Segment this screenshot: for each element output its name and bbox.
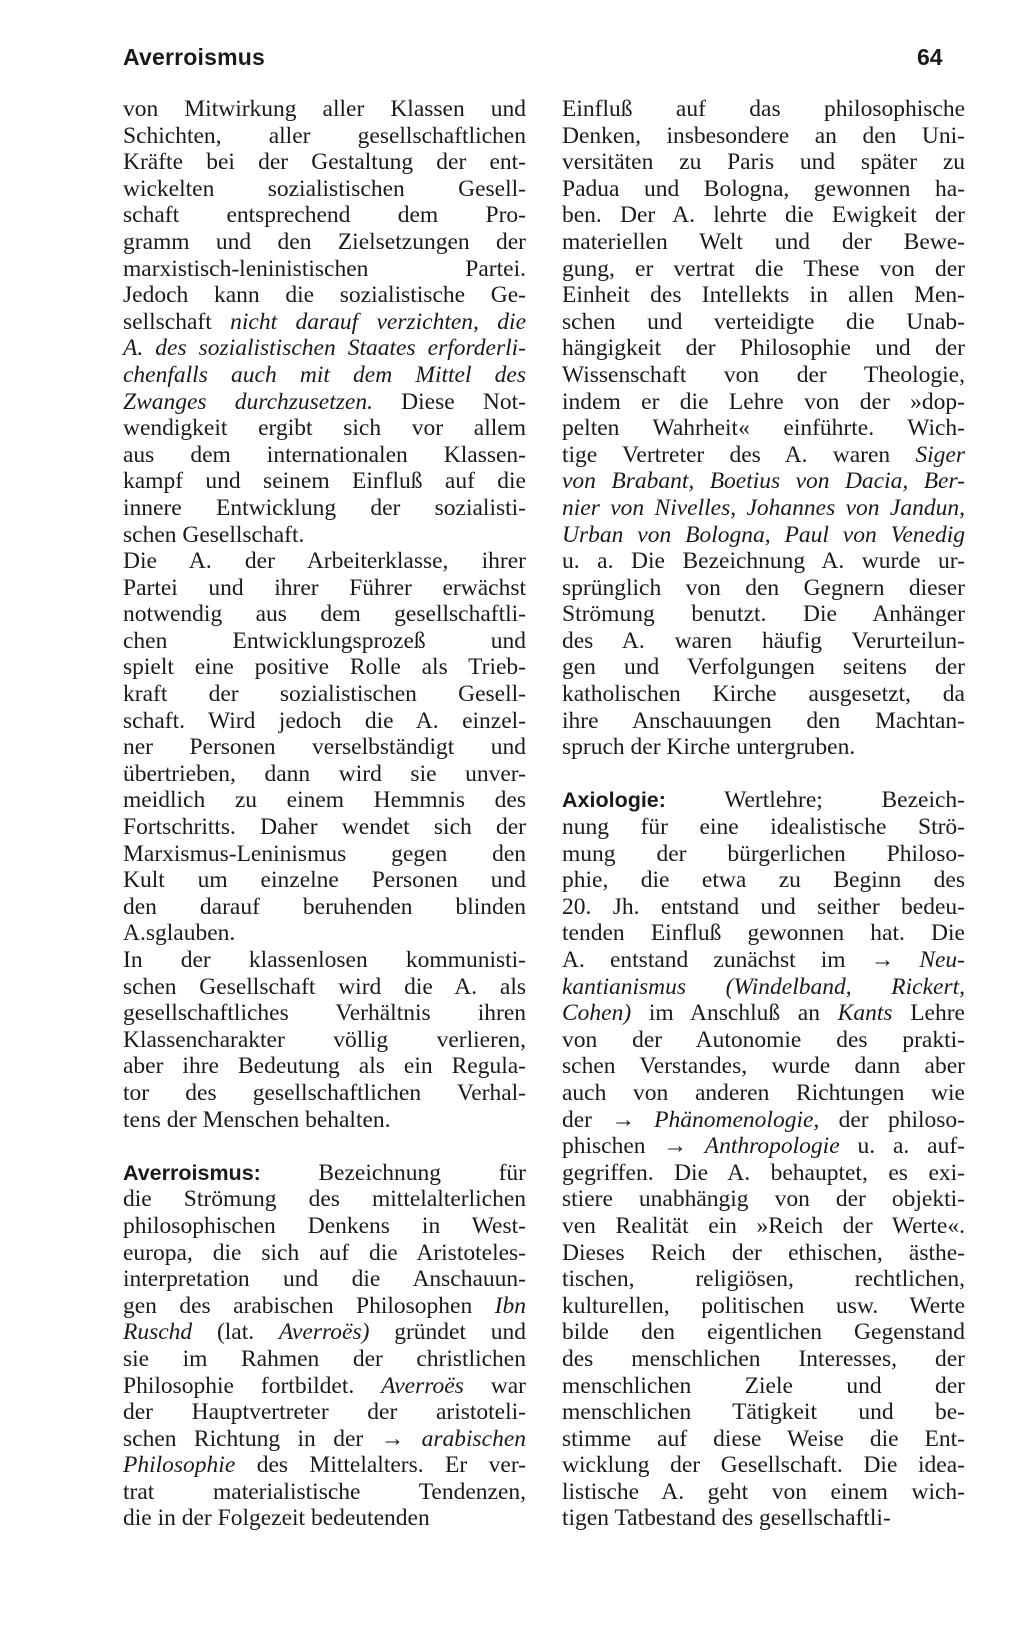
text-segment: Lehre — [892, 1000, 965, 1027]
italic-segment: Siger — [915, 441, 965, 468]
text-segment: schen Verstandes, wurde dann aber — [562, 1053, 965, 1080]
text-line — [562, 920, 965, 947]
text-line — [562, 1107, 965, 1134]
italic-segment: nicht darauf verzichten, die — [230, 308, 526, 335]
text-segment: schen Gesellschaft. — [123, 521, 305, 548]
text-segment: phischen → — [562, 1133, 705, 1160]
text-line — [123, 1027, 526, 1054]
text-line — [123, 1053, 526, 1080]
text-segment: wickelten sozialistischen Gesell- — [123, 175, 526, 202]
text-segment: materiellen Welt und der Bewe- — [562, 228, 965, 255]
text-line — [562, 734, 965, 761]
text-segment: pelten Wahrheit« einführte. Wich- — [562, 415, 965, 442]
italic-segment: arabischen — [421, 1425, 526, 1452]
text-segment: kulturellen, politischen usw. Werte — [562, 1292, 965, 1319]
italic-segment: A. des sozialistischen Staates erforderli- — [123, 335, 526, 362]
text-segment: philosophischen Denkens in West- — [123, 1212, 526, 1239]
text-segment: spruch der Kirche untergruben. — [562, 734, 856, 761]
text-segment: menschlichen Tätigkeit und be- — [562, 1399, 965, 1426]
text-line — [562, 1452, 965, 1479]
text-segment: übertrieben, dann wird sie unver- — [123, 760, 526, 787]
text-line — [562, 1293, 965, 1320]
text-segment: mung der bürgerlichen Philoso- — [562, 840, 965, 867]
text-line — [123, 1107, 526, 1134]
text-segment: interpretation und die Anschauun- — [123, 1266, 526, 1293]
text-line — [562, 1133, 965, 1160]
text-segment: europa, die sich auf die Aristoteles- — [123, 1239, 526, 1266]
text-segment: gegriffen. Die A. behauptet, es exi- — [562, 1159, 965, 1186]
text-segment: tens der Menschen behalten. — [123, 1106, 391, 1133]
text-line — [123, 1426, 526, 1453]
text-line — [123, 522, 526, 549]
text-segment: listische A. geht von einem wich- — [562, 1478, 965, 1505]
text-segment: wicklung der Gesellschaft. Die idea- — [562, 1452, 965, 1479]
text-segment: war — [463, 1372, 526, 1399]
text-segment: Die A. der Arbeiterklasse, ihrer — [123, 548, 526, 575]
text-segment: schen Richtung in der → — [123, 1425, 422, 1452]
italic-segment: von Brabant, Boetius von Dacia, Ber- — [562, 468, 965, 495]
italic-segment: Kants — [837, 1000, 893, 1027]
text-line — [123, 256, 526, 283]
text-line — [123, 1240, 526, 1267]
text-line — [562, 1027, 965, 1054]
text-segment: die in der Folgezeit bedeutenden — [123, 1505, 430, 1532]
text-segment: gründet und — [369, 1319, 526, 1346]
italic-segment: Zwanges durchzusetzen. — [123, 388, 373, 415]
text-segment: tige Vertreter des A. waren — [562, 441, 916, 468]
text-line — [562, 867, 965, 894]
text-line — [123, 1293, 526, 1320]
text-line — [562, 389, 965, 416]
text-segment: schen und verteidigte die Unab- — [562, 308, 965, 335]
text-segment: Philosophie fortbildet. — [123, 1372, 382, 1399]
text-line — [123, 601, 526, 628]
text-segment: indem er die Lehre von der »dop- — [562, 388, 965, 415]
text-line — [562, 149, 965, 176]
text-line — [123, 1373, 526, 1400]
text-line — [562, 1053, 965, 1080]
text-line — [562, 1160, 965, 1187]
text-segment: sprünglich von den Gegnern dieser — [562, 574, 965, 601]
text-line — [562, 1479, 965, 1506]
text-segment: Schichten, aller gesellschaftlichen — [123, 122, 526, 149]
text-segment: gen des arabischen Philosophen — [123, 1292, 495, 1319]
text-segment: wendigkeit ergibt sich vor allem — [123, 415, 526, 442]
page-number: 64 — [917, 44, 943, 70]
text-segment: ihre Anschauungen den Machtan- — [562, 707, 965, 734]
text-segment: tor des gesellschaftlichen Verhal- — [123, 1079, 526, 1106]
italic-segment: kantianismus (Windelband, Rickert, — [562, 973, 965, 1000]
text-line — [123, 96, 526, 123]
italic-segment: Cohen) — [562, 1000, 632, 1027]
text-line — [123, 654, 526, 681]
text-line — [562, 1266, 965, 1293]
text-segment: kraft der sozialistischen Gesell- — [123, 681, 526, 708]
text-line — [123, 1479, 526, 1506]
text-segment: von Mitwirkung aller Klassen und — [123, 96, 526, 122]
text-segment: Wissenschaft von der Theologie, — [562, 361, 965, 388]
text-line — [562, 681, 965, 708]
text-line — [123, 282, 526, 309]
text-segment: Strömung benutzt. Die Anhänger — [562, 601, 965, 628]
italic-segment: Urban von Bologna, Paul von Venedig — [562, 521, 965, 548]
text-line — [123, 1266, 526, 1293]
text-segment: stiere unabhängig von der objekti- — [562, 1186, 965, 1213]
text-line — [123, 974, 526, 1001]
text-line — [123, 1346, 526, 1373]
text-segment: 20. Jh. entstand und seither bedeu- — [562, 893, 965, 920]
text-line — [562, 202, 965, 229]
text-line — [562, 1373, 965, 1400]
text-segment: notwendig aus dem gesellschaftli- — [123, 601, 526, 628]
text-segment: innere Entwicklung der sozialisti- — [123, 494, 526, 521]
text-segment: Dieses Reich der ethischen, ästhe- — [562, 1239, 965, 1266]
text-segment: die Strömung des mittelalterlichen — [123, 1186, 526, 1213]
text-segment: ven Realität ein »Reich der Werte«. — [562, 1212, 965, 1239]
text-segment: In der klassenlosen kommunisti- — [123, 947, 526, 973]
text-segment: sie im Rahmen der christlichen — [123, 1345, 526, 1372]
text-segment: chen Entwicklungsprozeß und — [123, 627, 526, 654]
text-line — [562, 1346, 965, 1373]
text-line — [562, 415, 965, 442]
text-line — [562, 654, 965, 681]
text-line — [562, 575, 965, 602]
text-segment: Kult um einzelne Personen und — [123, 867, 526, 894]
text-segment: den darauf beruhenden blinden — [123, 893, 526, 920]
text-line — [562, 548, 965, 575]
text-segment: hängigkeit der Philosophie und der — [562, 335, 965, 362]
text-line — [562, 1080, 965, 1107]
right-column — [562, 96, 965, 1532]
text-segment: gen und Verfolgungen seitens der — [562, 654, 965, 681]
text-segment: spielt eine positive Rolle als Trieb- — [123, 654, 526, 681]
text-segment: trat materialistische Tendenzen, — [123, 1478, 526, 1505]
text-segment: aus dem internationalen Klassen- — [123, 441, 526, 468]
text-line — [562, 229, 965, 256]
text-line — [123, 176, 526, 203]
text-line — [562, 708, 965, 735]
text-segment: der Hauptvertreter der aristoteli- — [123, 1399, 526, 1426]
text-line — [123, 335, 526, 362]
text-line — [562, 362, 965, 389]
text-line — [562, 468, 965, 495]
text-segment: A.sglauben. — [123, 920, 236, 947]
text-segment: gung, er vertrat die These von der — [562, 255, 965, 282]
text-line — [562, 335, 965, 362]
italic-segment: Ruschd — [123, 1319, 193, 1346]
text-line — [123, 123, 526, 150]
text-segment: versitäten zu Paris und später zu — [562, 149, 965, 176]
text-segment: Klassencharakter völlig verlieren, — [123, 1026, 526, 1053]
text-segment: nung für eine idealistische Strö- — [562, 814, 965, 841]
text-line — [562, 123, 965, 150]
text-line — [123, 1186, 526, 1213]
text-line — [562, 96, 965, 123]
text-line — [562, 974, 965, 1001]
text-segment: Partei und ihrer Führer erwächst — [123, 574, 526, 601]
text-line — [123, 575, 526, 602]
paragraph-gap — [123, 1133, 526, 1160]
text-segment: des menschlichen Interesses, der — [562, 1345, 965, 1372]
text-segment: ner Personen verselbständigt und — [123, 734, 526, 761]
running-head: Averroismus — [123, 44, 265, 70]
text-segment: menschlichen Ziele und der — [562, 1372, 965, 1399]
text-segment: u. a. Die Bezeichnung A. wurde ur- — [562, 548, 965, 575]
text-line — [562, 841, 965, 868]
text-segment: Bezeichnung für — [260, 1159, 526, 1186]
text-line — [562, 1426, 965, 1453]
text-segment: Wertlehre; Bezeich- — [665, 787, 965, 814]
text-line — [123, 841, 526, 868]
text-segment: Padua und Bologna, gewonnen ha- — [562, 175, 965, 202]
text-segment: der → — [562, 1106, 655, 1133]
text-segment: schen Gesellschaft wird die A. als — [123, 973, 526, 1000]
text-segment: sellschaft — [123, 308, 231, 335]
text-line — [562, 628, 965, 655]
text-segment: (lat. — [192, 1319, 279, 1346]
text-line — [123, 415, 526, 442]
text-line — [562, 495, 965, 522]
italic-segment: Averroës) — [278, 1319, 370, 1346]
text-segment: tigen Tatbestand des gesellschaftli- — [562, 1505, 891, 1532]
text-segment: Kräfte bei der Gestaltung der ent- — [123, 149, 526, 176]
text-segment: ben. Der A. lehrte die Ewigkeit der — [562, 202, 965, 229]
italic-segment: Philosophie — [123, 1452, 236, 1479]
text-line — [123, 1160, 526, 1187]
text-line — [123, 814, 526, 841]
text-segment: des A. waren häufig Verurteilun- — [562, 627, 965, 654]
text-segment: u. a. auf- — [839, 1133, 965, 1160]
text-line — [123, 761, 526, 788]
text-segment: marxistisch-leninistischen Partei. — [123, 255, 526, 282]
text-line — [123, 894, 526, 921]
italic-segment: nier von Nivelles, Johannes von Jandun, — [562, 494, 965, 521]
text-line — [562, 894, 965, 921]
text-segment: tenden Einfluß gewonnen hat. Die — [562, 920, 965, 947]
text-line — [562, 176, 965, 203]
text-segment: gesellschaftliches Verhältnis ihren — [123, 1000, 526, 1027]
entry-headword: Averroismus: — [123, 1160, 261, 1185]
text-line — [123, 548, 526, 575]
text-line — [562, 787, 965, 814]
italic-segment: Neu- — [919, 947, 965, 973]
text-line — [123, 1213, 526, 1240]
text-segment: im Anschluß an — [631, 1000, 838, 1027]
text-segment: Diese Not- — [372, 388, 526, 415]
text-line — [562, 601, 965, 628]
text-line — [562, 1000, 965, 1027]
text-segment: bilde den eigentlichen Gegenstand — [562, 1319, 965, 1346]
text-line — [123, 787, 526, 814]
text-line — [562, 1399, 965, 1426]
text-line — [562, 309, 965, 336]
text-line — [562, 1240, 965, 1267]
text-segment: Einheit des Intellekts in allen Men- — [562, 282, 965, 309]
text-line — [562, 1319, 965, 1346]
text-line — [562, 947, 965, 974]
entry-headword: Axiologie: — [562, 788, 666, 813]
text-line — [562, 442, 965, 469]
italic-segment: Ibn — [494, 1292, 526, 1319]
text-line — [123, 495, 526, 522]
text-line — [123, 149, 526, 176]
text-line — [123, 202, 526, 229]
text-line — [123, 1452, 526, 1479]
text-segment: gramm und den Zielsetzungen der — [123, 228, 526, 255]
text-line — [123, 389, 526, 416]
text-line — [123, 734, 526, 761]
text-line — [123, 867, 526, 894]
text-segment: Denken, insbesondere an den Uni- — [562, 122, 965, 149]
text-line — [562, 282, 965, 309]
text-segment: Jedoch kann die sozialistische Ge- — [123, 282, 526, 309]
italic-segment: Averroës — [381, 1372, 464, 1399]
italic-segment: Phänomenologie, — [654, 1106, 820, 1133]
text-line — [562, 1505, 965, 1532]
text-segment: von der Autonomie des prakti- — [562, 1026, 965, 1053]
text-segment: der philoso- — [819, 1106, 965, 1133]
text-segment: stimme auf diese Weise die Ent- — [562, 1425, 965, 1452]
text-segment: phie, die etwa zu Beginn des — [562, 867, 965, 894]
text-line — [123, 708, 526, 735]
text-segment: kampf und seinem Einfluß auf die — [123, 468, 526, 495]
text-segment: schaft. Wird jedoch die A. einzel- — [123, 707, 526, 734]
text-segment: katholischen Kirche ausgesetzt, da — [562, 681, 965, 708]
text-line — [123, 920, 526, 947]
text-line — [123, 1000, 526, 1027]
text-line — [562, 814, 965, 841]
text-segment: Fortschritts. Daher wendet sich der — [123, 814, 526, 841]
italic-segment: chenfalls auch mit dem Mittel des — [123, 361, 526, 388]
left-column — [123, 96, 526, 1532]
text-segment: Marxismus-Leninismus gegen den — [123, 840, 526, 867]
text-line — [123, 442, 526, 469]
text-line — [123, 628, 526, 655]
text-segment: A. entstand zunächst im → — [562, 947, 920, 973]
text-line — [123, 1399, 526, 1426]
text-segment: meidlich zu einem Hemmnis des — [123, 787, 526, 814]
text-line — [123, 1319, 526, 1346]
text-segment: tischen, religiösen, rechtlichen, — [562, 1266, 965, 1293]
text-segment: schaft entsprechend dem Pro- — [123, 202, 526, 229]
text-line — [562, 522, 965, 549]
text-segment: aber ihre Bedeutung als ein Regula- — [123, 1053, 526, 1080]
text-line — [562, 1186, 965, 1213]
text-segment: auch von anderen Richtungen wie — [562, 1079, 965, 1106]
text-line — [123, 1080, 526, 1107]
text-line — [123, 947, 526, 974]
text-line — [562, 256, 965, 283]
paragraph-gap — [562, 761, 965, 788]
text-line — [123, 1505, 526, 1532]
text-line — [123, 468, 526, 495]
text-line — [123, 229, 526, 256]
text-segment: des Mittelalters. Er ver- — [235, 1452, 526, 1479]
text-line — [123, 681, 526, 708]
italic-segment: Anthropologie — [704, 1133, 840, 1160]
text-line — [123, 362, 526, 389]
text-line — [562, 1213, 965, 1240]
text-segment: Einfluß auf das philosophische — [562, 96, 965, 122]
text-line — [123, 309, 526, 336]
